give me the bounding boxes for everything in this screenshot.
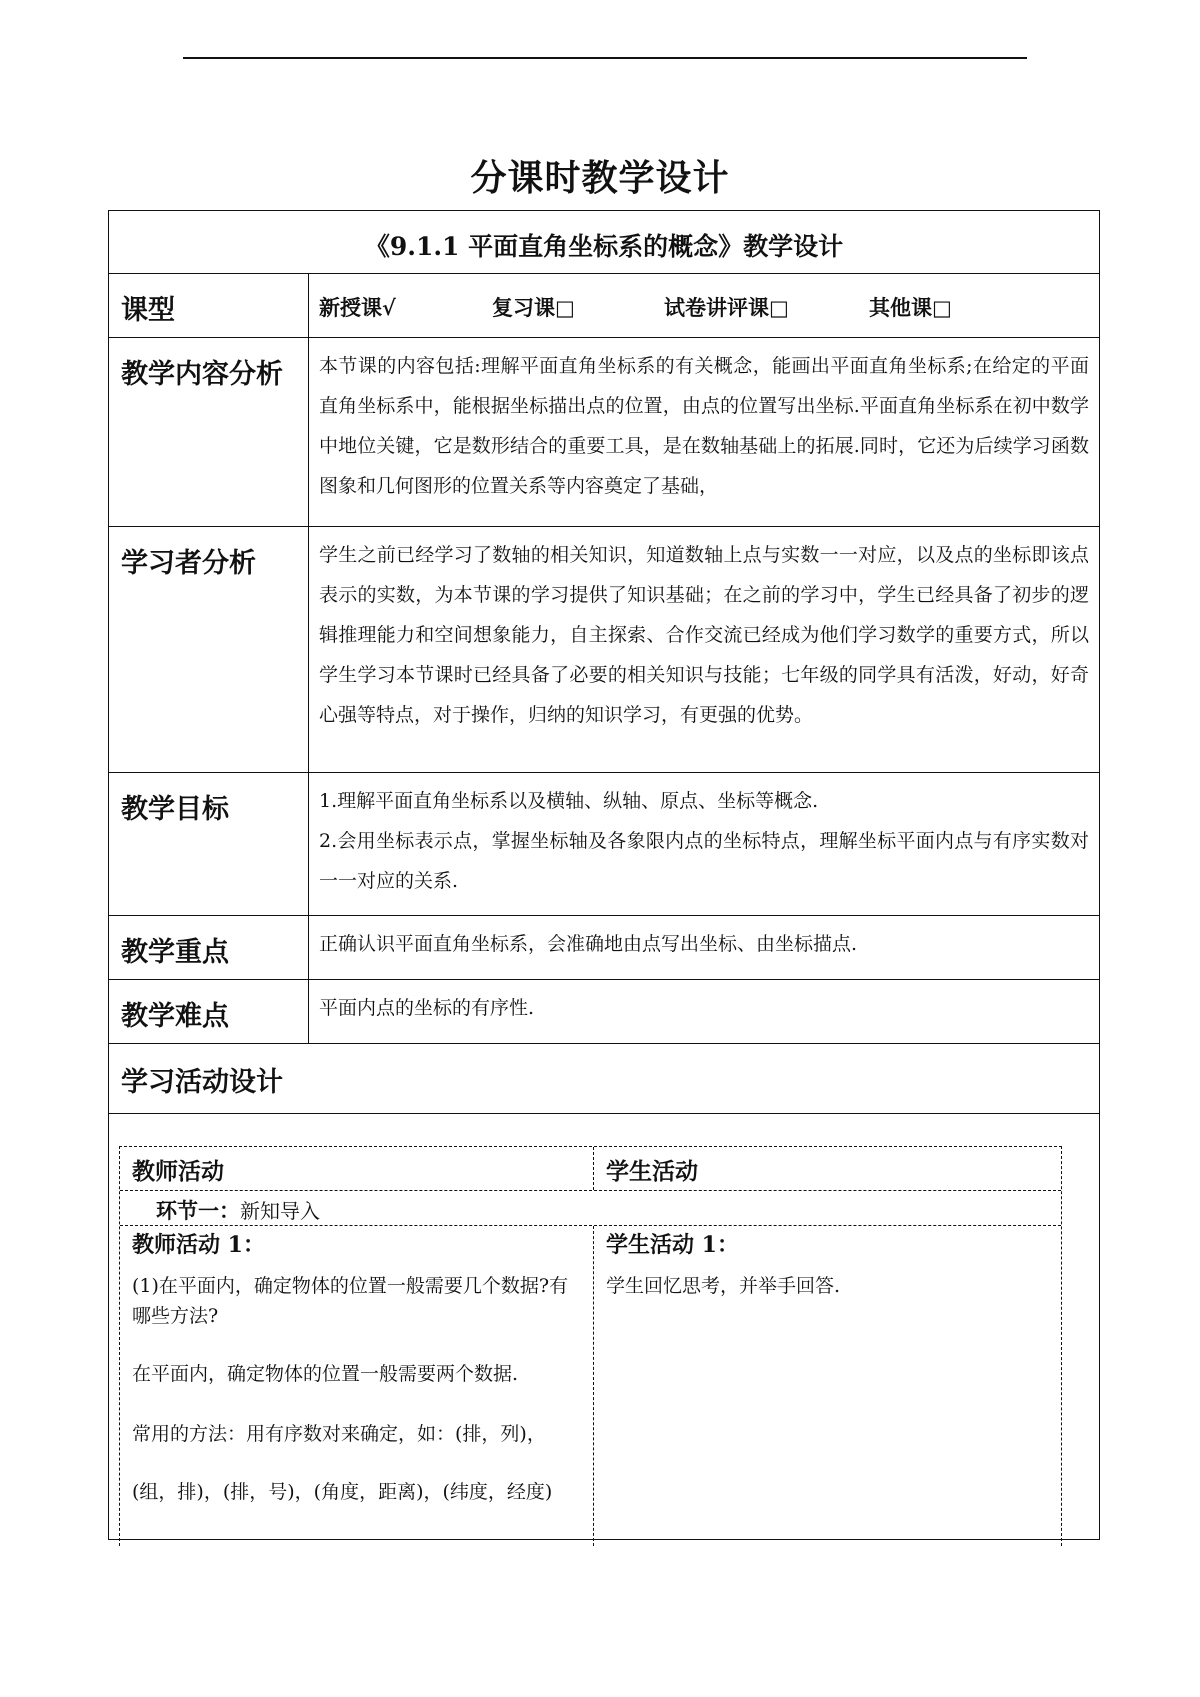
objective-item: 1.理解平面直角坐标系以及横轴、纵轴、原点、坐标等概念. — [319, 790, 819, 812]
student-activity-line: 学生回忆思考，并举手回答. — [606, 1275, 841, 1297]
objectives-list — [309, 773, 1099, 915]
objectives-label: 教学目标 — [109, 773, 309, 915]
document-title: 分课时教学设计 — [470, 157, 730, 199]
lesson-type-option-new[interactable]: 新授课√ — [319, 295, 396, 320]
segment-label: 环节一： — [156, 1198, 240, 1223]
activity-table-body — [120, 1226, 1061, 1546]
lesson-title-row — [109, 211, 1099, 274]
student-activity-header: 学生活动 — [606, 1158, 698, 1185]
lesson-type-option-review[interactable]: 复习课□ — [492, 295, 575, 320]
activity-design-row — [109, 1044, 1099, 1114]
difficulties-row — [109, 980, 1099, 1044]
lesson-type-label: 课型 — [109, 274, 309, 337]
lesson-title: 《9.1.1 平面直角坐标系的概念》教学设计 — [364, 232, 844, 261]
teacher-activity-cell — [120, 1226, 594, 1546]
header-rule — [183, 57, 1027, 59]
teacher-activity-line: (1)在平面内，确定物体的位置一般需要几个数据?有哪些方法? — [132, 1275, 569, 1327]
learner-analysis-text: 学生之前已经学习了数轴的相关知识，知道数轴上点与实数一一对应，以及点的坐标即该点表示的实数，为本节课的学习提供了知识基础；在之前的学习中，学生已经具备了初步的逻辑推理能力和空间想象能力，自主探索、合作交流已经成为他们学习数学的重要方式，所以学生学习本节课时已经具备了必要的相关知识与技能；七年级的同学具有活泼，好动，好奇心强等特点，对于操作，归纳的知识学习，有更强的优势。 — [319, 544, 1089, 726]
content-analysis-row — [109, 338, 1099, 527]
key-points-label: 教学重点 — [109, 916, 309, 979]
student-activity-cell — [594, 1226, 1061, 1546]
objective-item: 2.会用坐标表示点，掌握坐标轴及各象限内点的坐标特点，理解坐标平面内点与有序实数对一一对应的关系. — [319, 830, 1089, 892]
activity-table — [119, 1146, 1062, 1546]
teacher-activity-header: 教师活动 — [120, 1147, 594, 1190]
difficulties-label: 教学难点 — [109, 980, 309, 1043]
teacher-activity-line: 在平面内，确定物体的位置一般需要两个数据. — [132, 1363, 519, 1385]
key-points-row — [109, 916, 1099, 980]
key-points-text: 正确认识平面直角坐标系，会准确地由点写出坐标、由坐标描点. — [319, 933, 858, 955]
segment-row — [120, 1191, 1061, 1226]
teacher-activity-title: 教师活动 1： — [132, 1232, 265, 1258]
lesson-type-row — [109, 274, 1099, 338]
lesson-type-option-other[interactable]: 其他课□ — [869, 295, 952, 320]
learner-analysis-label: 学习者分析 — [109, 527, 309, 772]
lesson-type-options — [309, 274, 1099, 337]
content-analysis-label: 教学内容分析 — [109, 338, 309, 526]
student-activity-title: 学生活动 1： — [606, 1232, 739, 1258]
activity-design-label: 学习活动设计 — [121, 1067, 283, 1098]
segment-name: 新知导入 — [240, 1199, 320, 1223]
teacher-activity-line: 常用的方法：用有序数对来确定，如：(排，列)，(组，排)，(排，号)，(角度，距离)，(纬度，经度) — [132, 1423, 553, 1503]
difficulties-text: 平面内点的坐标的有序性. — [319, 997, 535, 1019]
lesson-type-option-exam-review[interactable]: 试卷讲评课□ — [664, 295, 789, 320]
objectives-row — [109, 773, 1099, 916]
activity-table-header — [120, 1147, 1061, 1191]
learner-analysis-row — [109, 527, 1099, 773]
content-analysis-text: 本节课的内容包括:理解平面直角坐标系的有关概念，能画出平面直角坐标系;在给定的平面直角坐标系中，能根据坐标描出点的位置，由点的位置写出坐标.平面直角坐标系在初中数学中地位关键，它是数形结合的重要工具，是在数轴基础上的拓展.同时，它还为后续学习函数图象和几何图形的位置关系等内容奠定了基础， — [319, 355, 1089, 497]
